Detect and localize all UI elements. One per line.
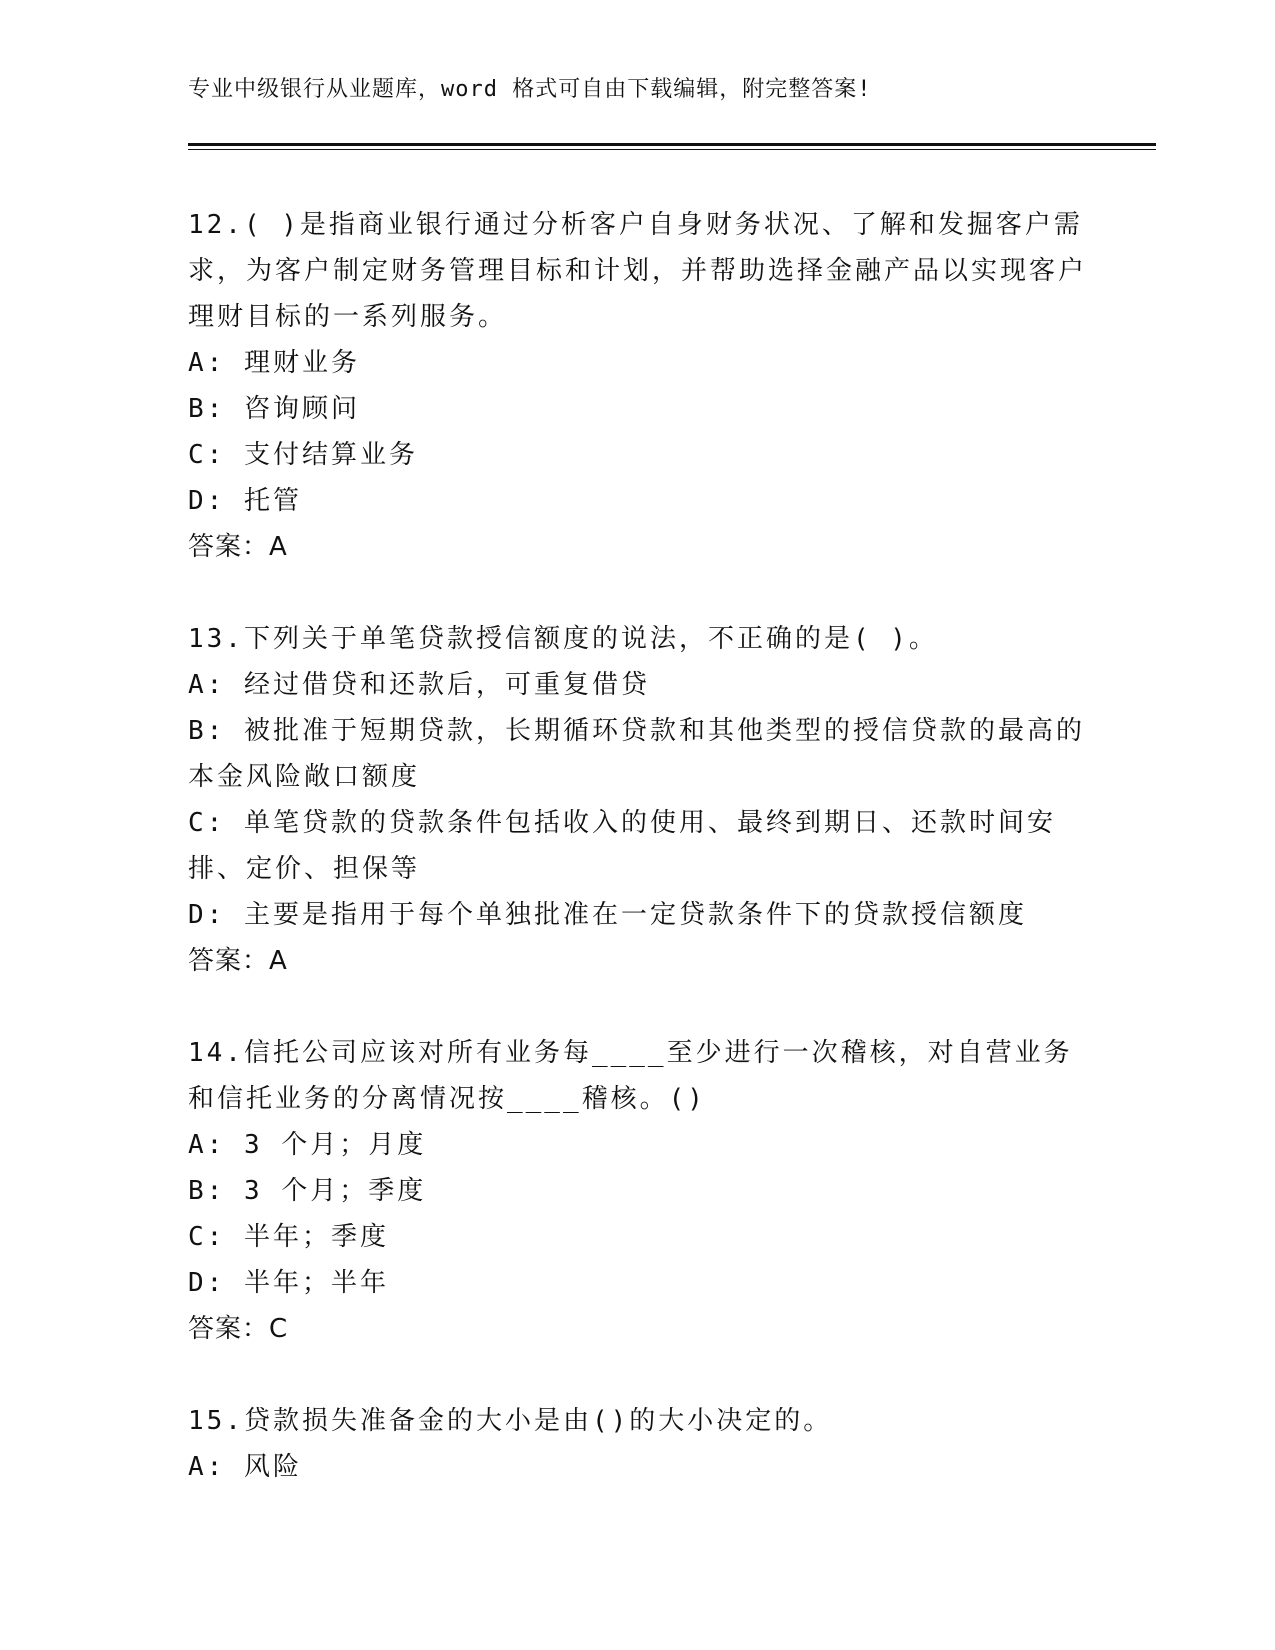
option-b: B: 咨询顾问 xyxy=(188,394,360,424)
option-c: C: 支付结算业务 xyxy=(188,440,418,470)
question-stem: 12.( )是指商业银行通过分析客户自身财务状况、了解和发掘客户需求，为客户制定财务管理目标和计划，并帮助选择金融产品以实现客户理财目标的一系列服务。 xyxy=(188,210,1088,332)
answer-label: 答案：C xyxy=(188,1314,289,1344)
option-a: A: 经过借贷和还款后，可重复借贷 xyxy=(188,670,650,700)
answer-label: 答案：A xyxy=(188,946,288,976)
question-list xyxy=(188,202,1088,1536)
question-15 xyxy=(188,1398,1088,1490)
page-header-text: 专业中级银行从业题库，word 格式可自由下载编辑，附完整答案! xyxy=(188,77,872,102)
question-14 xyxy=(188,1030,1088,1352)
option-a: A: 理财业务 xyxy=(188,348,360,378)
question-12 xyxy=(188,202,1088,570)
option-c: C: 单笔贷款的贷款条件包括收入的使用、最终到期日、还款时间安排、定价、担保等 xyxy=(188,808,1056,884)
option-a: A: 3 个月；月度 xyxy=(188,1130,427,1160)
question-stem: 14.信托公司应该对所有业务每____至少进行一次稽核，对自营业务和信托业务的分离情况按____稽核。() xyxy=(188,1038,1073,1114)
header-rule-thin xyxy=(188,149,1156,150)
answer-label: 答案：A xyxy=(188,532,288,562)
question-stem: 15.贷款损失准备金的大小是由()的大小决定的。 xyxy=(188,1406,833,1436)
option-d: D: 托管 xyxy=(188,486,302,516)
header-rule-thick xyxy=(188,143,1156,146)
question-stem: 13.下列关于单笔贷款授信额度的说法，不正确的是( )。 xyxy=(188,624,938,654)
option-d: D: 半年；半年 xyxy=(188,1268,389,1298)
question-13 xyxy=(188,616,1088,984)
option-c: C: 半年；季度 xyxy=(188,1222,389,1252)
option-a: A: 风险 xyxy=(188,1452,302,1482)
option-d: D: 主要是指用于每个单独批准在一定贷款条件下的贷款授信额度 xyxy=(188,900,1027,930)
option-b: B: 3 个月；季度 xyxy=(188,1176,427,1206)
option-b: B: 被批准于短期贷款，长期循环贷款和其他类型的授信贷款的最高的本金风险敞口额度 xyxy=(188,716,1085,792)
